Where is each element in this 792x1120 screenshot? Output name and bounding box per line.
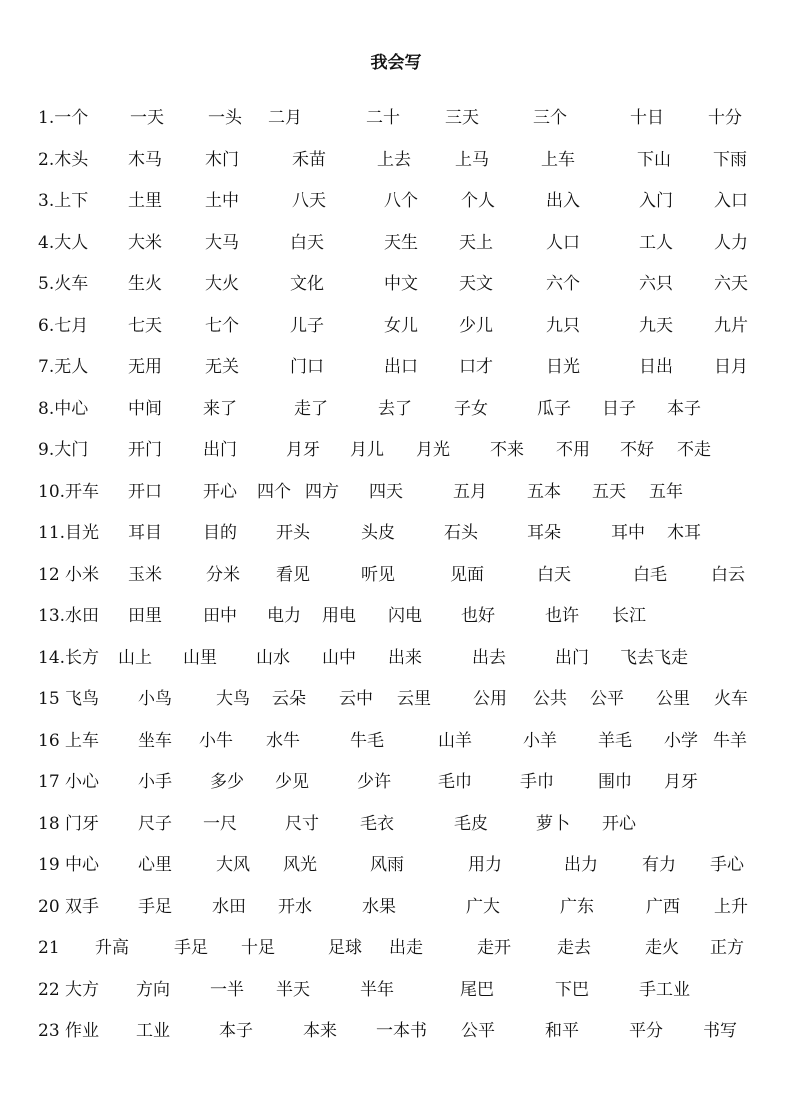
word: 白云 xyxy=(711,564,745,585)
word: 大火 xyxy=(205,274,239,294)
word: 开口 xyxy=(128,481,162,502)
word: 手巾 xyxy=(520,772,554,792)
row-number-word: 3.上下 xyxy=(38,191,89,211)
word-row xyxy=(0,1010,792,1052)
word: 禾苗 xyxy=(292,149,326,170)
word: 水牛 xyxy=(266,730,300,751)
word: 中文 xyxy=(384,274,418,294)
word: 飞走 xyxy=(654,647,688,668)
word: 和平 xyxy=(545,1021,579,1041)
word: 手心 xyxy=(710,855,744,875)
word: 瓜子 xyxy=(537,398,571,419)
word: 九只 xyxy=(546,315,580,336)
word: 山羊 xyxy=(438,730,472,751)
word: 公用 xyxy=(473,689,507,709)
word-row xyxy=(0,180,792,222)
word: 少许 xyxy=(357,772,391,792)
row-number-word: 18 门牙 xyxy=(38,813,100,834)
word: 小鸟 xyxy=(138,689,172,709)
word: 下山 xyxy=(637,149,671,170)
word: 方向 xyxy=(136,979,170,1000)
word: 石头 xyxy=(444,523,478,543)
word: 入口 xyxy=(714,191,748,211)
row-number-word: 19 中心 xyxy=(38,855,100,875)
word: 风光 xyxy=(283,855,317,875)
word: 木门 xyxy=(205,149,239,170)
word: 走了 xyxy=(294,398,328,419)
word: 尾巴 xyxy=(460,979,494,1000)
word: 白天 xyxy=(537,564,571,585)
word-row xyxy=(0,429,792,471)
row-number-word: 21 xyxy=(38,938,60,958)
word: 半年 xyxy=(360,979,394,1000)
word-row xyxy=(0,263,792,305)
word-row xyxy=(0,222,792,264)
row-number-word: 1.一个 xyxy=(38,108,89,128)
word: 小手 xyxy=(138,772,172,792)
word: 不用 xyxy=(556,440,590,460)
word: 足球 xyxy=(328,938,362,958)
word: 走开 xyxy=(477,938,511,958)
word: 日月 xyxy=(714,357,748,377)
word-rows xyxy=(0,97,792,1052)
word: 耳朵 xyxy=(527,523,561,543)
word: 广大 xyxy=(466,896,500,917)
word: 手工业 xyxy=(639,979,690,1000)
word: 不走 xyxy=(677,440,711,460)
word: 玉米 xyxy=(128,564,162,585)
word: 七个 xyxy=(205,315,239,336)
word: 三天 xyxy=(445,108,479,128)
word: 开水 xyxy=(278,896,312,917)
word: 广西 xyxy=(646,896,680,917)
word: 本来 xyxy=(303,1021,337,1041)
word: 白天 xyxy=(290,232,324,253)
word: 四方 xyxy=(305,481,339,502)
word: 分米 xyxy=(206,564,240,585)
word: 下巴 xyxy=(555,979,589,1000)
word: 尺寸 xyxy=(285,813,319,834)
word: 六天 xyxy=(714,274,748,294)
row-number-word: 5.火车 xyxy=(38,274,89,294)
word: 毛皮 xyxy=(454,813,488,834)
word: 四天 xyxy=(369,481,403,502)
word: 五月 xyxy=(453,481,487,502)
word: 木耳 xyxy=(667,523,701,543)
word: 白毛 xyxy=(633,564,667,585)
word: 工人 xyxy=(639,232,673,253)
word: 三个 xyxy=(533,108,567,128)
word: 开门 xyxy=(128,440,162,460)
word: 本子 xyxy=(667,398,701,419)
word: 听见 xyxy=(361,564,395,585)
word: 下雨 xyxy=(713,149,747,170)
word-row xyxy=(0,305,792,347)
word-row xyxy=(0,471,792,513)
word: 小学 xyxy=(664,730,698,751)
word: 出力 xyxy=(564,855,598,875)
word: 大马 xyxy=(205,232,239,253)
row-number-word: 20 双手 xyxy=(38,896,100,917)
word: 七天 xyxy=(128,315,162,336)
row-number-word: 12 小米 xyxy=(38,564,100,585)
word: 月牙 xyxy=(664,772,698,792)
row-number-word: 17 小心 xyxy=(38,772,100,792)
word: 多少 xyxy=(210,772,244,792)
word: 半天 xyxy=(276,979,310,1000)
word: 土里 xyxy=(128,191,162,211)
word: 山中 xyxy=(322,647,356,668)
word: 风雨 xyxy=(370,855,404,875)
word: 五本 xyxy=(527,481,561,502)
word: 田中 xyxy=(203,606,237,626)
word: 口才 xyxy=(459,357,493,377)
word: 也好 xyxy=(461,606,495,626)
word: 天文 xyxy=(459,274,493,294)
word: 出来 xyxy=(388,647,422,668)
word: 日子 xyxy=(602,398,636,419)
word: 十足 xyxy=(241,938,275,958)
word: 月儿 xyxy=(350,440,384,460)
word: 女儿 xyxy=(384,315,418,336)
word: 上升 xyxy=(714,896,748,917)
word: 开心 xyxy=(203,481,237,502)
word: 一尺 xyxy=(203,813,237,834)
word: 天上 xyxy=(459,232,493,253)
word: 小羊 xyxy=(523,730,557,751)
word: 出去 xyxy=(472,647,506,668)
word: 也许 xyxy=(545,606,579,626)
word: 人力 xyxy=(714,232,748,253)
word: 出门 xyxy=(555,647,589,668)
word: 广东 xyxy=(560,896,594,917)
word: 中间 xyxy=(128,398,162,419)
word: 心里 xyxy=(138,855,172,875)
word: 少儿 xyxy=(459,315,493,336)
word: 生火 xyxy=(128,274,162,294)
word-row xyxy=(0,554,792,596)
word: 一本书 xyxy=(376,1021,427,1041)
word-row xyxy=(0,886,792,928)
word: 二十 xyxy=(366,108,400,128)
word-row xyxy=(0,969,792,1011)
word: 公平 xyxy=(590,689,624,709)
word-row xyxy=(0,720,792,762)
word: 少见 xyxy=(275,772,309,792)
row-number-word: 4.大人 xyxy=(38,232,89,253)
row-number-word: 14.长方 xyxy=(38,647,100,668)
word-row xyxy=(0,927,792,969)
word: 木马 xyxy=(128,149,162,170)
row-number-word: 6.七月 xyxy=(38,315,89,336)
word: 羊毛 xyxy=(598,730,632,751)
word: 耳中 xyxy=(611,523,645,543)
row-number-word: 22 大方 xyxy=(38,979,100,1000)
word: 日光 xyxy=(546,357,580,377)
word: 山里 xyxy=(183,647,217,668)
word: 长江 xyxy=(612,606,646,626)
word: 来了 xyxy=(203,398,237,419)
word: 云中 xyxy=(339,689,373,709)
word: 上去 xyxy=(377,149,411,170)
row-number-word: 15 飞鸟 xyxy=(38,689,100,709)
word: 八个 xyxy=(384,191,418,211)
word: 云朵 xyxy=(272,689,306,709)
word-row xyxy=(0,388,792,430)
word: 上马 xyxy=(455,149,489,170)
word: 看见 xyxy=(276,564,310,585)
row-number-word: 9.大门 xyxy=(38,440,89,460)
word: 月光 xyxy=(416,440,450,460)
word: 牛羊 xyxy=(713,730,747,751)
word: 尺子 xyxy=(138,813,172,834)
word: 出入 xyxy=(546,191,580,211)
word: 小牛 xyxy=(199,730,233,751)
word-row xyxy=(0,803,792,845)
word: 升高 xyxy=(95,938,129,958)
row-number-word: 8.中心 xyxy=(38,398,89,419)
row-number-word: 7.无人 xyxy=(38,357,89,377)
word-row xyxy=(0,139,792,181)
word: 水田 xyxy=(212,896,246,917)
word: 走去 xyxy=(557,938,591,958)
word: 一半 xyxy=(210,979,244,1000)
word: 大鸟 xyxy=(216,689,250,709)
word: 云里 xyxy=(397,689,431,709)
word: 门口 xyxy=(290,357,324,377)
word: 一天 xyxy=(130,108,164,128)
word: 月牙 xyxy=(286,440,320,460)
word: 出门 xyxy=(203,440,237,460)
word: 土中 xyxy=(205,191,239,211)
word: 围巾 xyxy=(598,772,632,792)
word: 开心 xyxy=(602,813,636,834)
page-title: 我会写 xyxy=(370,53,422,73)
word: 不来 xyxy=(490,440,524,460)
word: 九片 xyxy=(714,315,748,336)
word: 出走 xyxy=(389,938,423,958)
word: 开头 xyxy=(276,523,310,543)
word: 公里 xyxy=(656,689,690,709)
word: 用电 xyxy=(322,606,356,626)
word: 电力 xyxy=(267,606,301,626)
word: 无用 xyxy=(128,357,162,377)
word: 山水 xyxy=(256,647,290,668)
word-row xyxy=(0,97,792,139)
word: 见面 xyxy=(450,564,484,585)
word: 书写 xyxy=(703,1021,737,1041)
word: 手足 xyxy=(138,896,172,917)
word: 工业 xyxy=(136,1021,170,1041)
word: 儿子 xyxy=(290,315,324,336)
word: 闪电 xyxy=(388,606,422,626)
word-row xyxy=(0,595,792,637)
word-row xyxy=(0,637,792,679)
word: 火车 xyxy=(714,689,748,709)
word: 去了 xyxy=(378,398,412,419)
word: 十分 xyxy=(708,108,742,128)
word: 十日 xyxy=(630,108,664,128)
word: 头皮 xyxy=(361,523,395,543)
word: 萝卜 xyxy=(536,813,570,834)
row-number-word: 2.木头 xyxy=(38,149,89,170)
word: 本子 xyxy=(219,1021,253,1041)
row-number-word: 13.水田 xyxy=(38,606,100,626)
word: 九天 xyxy=(639,315,673,336)
word: 一头 xyxy=(208,108,242,128)
row-number-word: 10.开车 xyxy=(38,481,100,502)
word: 飞去 xyxy=(620,647,654,668)
word: 二月 xyxy=(268,108,302,128)
word-row xyxy=(0,678,792,720)
word: 六个 xyxy=(546,274,580,294)
word-row xyxy=(0,512,792,554)
word: 山上 xyxy=(118,647,152,668)
word: 毛衣 xyxy=(360,813,394,834)
word: 天生 xyxy=(384,232,418,253)
word: 耳目 xyxy=(128,523,162,543)
word: 出口 xyxy=(384,357,418,377)
row-number-word: 23 作业 xyxy=(38,1021,100,1041)
row-number-word: 11.目光 xyxy=(38,523,100,543)
word: 走火 xyxy=(645,938,679,958)
row-number-word: 16 上车 xyxy=(38,730,100,751)
word: 五天 xyxy=(592,481,626,502)
word: 水果 xyxy=(362,896,396,917)
word: 子女 xyxy=(454,398,488,419)
word: 人口 xyxy=(546,232,580,253)
word: 不好 xyxy=(620,440,654,460)
word: 手足 xyxy=(174,938,208,958)
word: 入门 xyxy=(639,191,673,211)
word: 牛毛 xyxy=(350,730,384,751)
word-row xyxy=(0,346,792,388)
word: 上车 xyxy=(541,149,575,170)
word: 五年 xyxy=(649,481,683,502)
word-row xyxy=(0,844,792,886)
word: 六只 xyxy=(639,274,673,294)
word: 正方 xyxy=(710,938,744,958)
word: 田里 xyxy=(128,606,162,626)
word-row xyxy=(0,761,792,803)
word: 文化 xyxy=(290,274,324,294)
word: 平分 xyxy=(629,1021,663,1041)
word: 公平 xyxy=(461,1021,495,1041)
word: 大风 xyxy=(216,855,250,875)
word: 目的 xyxy=(203,523,237,543)
word: 大米 xyxy=(128,232,162,253)
word: 无关 xyxy=(205,357,239,377)
word: 公共 xyxy=(533,689,567,709)
word: 有力 xyxy=(642,855,676,875)
word: 八天 xyxy=(292,191,326,211)
word: 坐车 xyxy=(138,730,172,751)
word: 毛巾 xyxy=(438,772,472,792)
word: 日出 xyxy=(639,357,673,377)
word: 用力 xyxy=(468,855,502,875)
word: 四个 xyxy=(257,481,291,502)
word: 个人 xyxy=(461,191,495,211)
